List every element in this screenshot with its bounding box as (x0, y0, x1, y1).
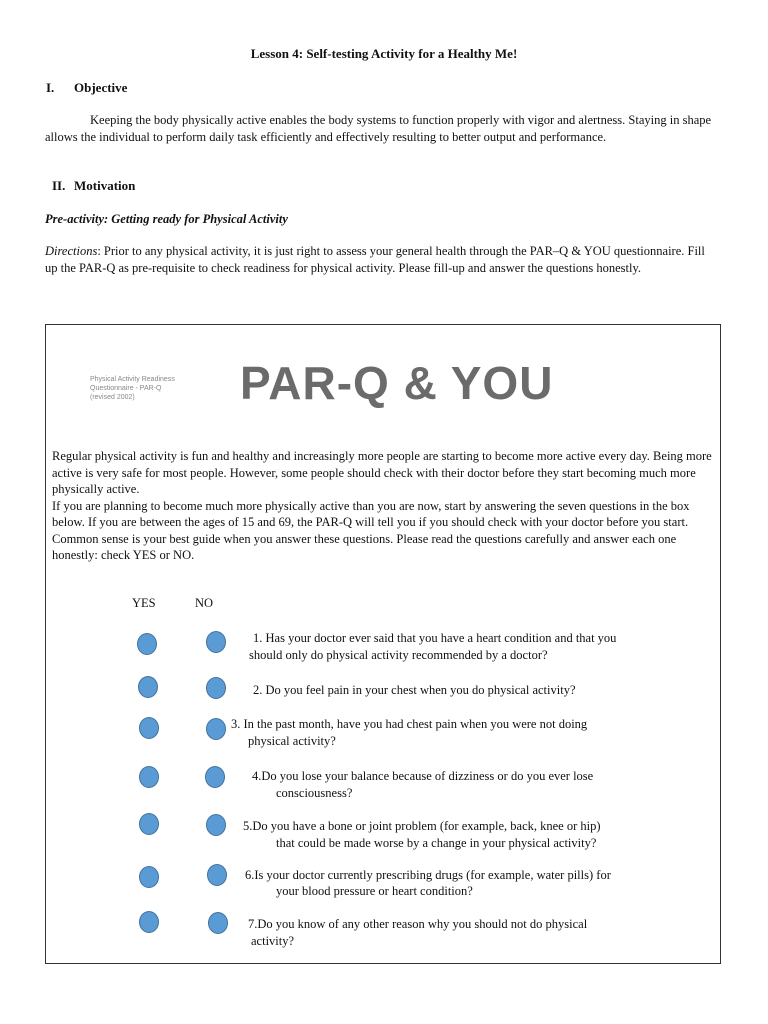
q3-yes-radio[interactable] (139, 717, 159, 739)
question-6-line-1: 6.Is your doctor currently prescribing drugs (for example, water pills) for (245, 868, 611, 882)
q4-no-radio[interactable] (205, 766, 225, 788)
objective-heading: Objective (74, 80, 128, 95)
question-6-line-2: your blood pressure or heart condition? (276, 884, 473, 898)
parq-logo-caption (90, 375, 175, 402)
q5-no-radio[interactable] (206, 814, 226, 836)
question-5-line-1: 5.Do you have a bone or joint problem (for example, back, knee or hip) (243, 819, 601, 833)
question-5-line-2: that could be made worse by a change in your physical activity? (276, 836, 597, 850)
q6-no-radio[interactable] (207, 864, 227, 886)
directions-label: Directions (45, 244, 98, 258)
q1-yes-radio[interactable] (137, 633, 157, 655)
logo-line-1: Physical Activity Readiness (90, 376, 175, 383)
q4-yes-radio[interactable] (139, 766, 159, 788)
intro-paragraph-2: If you are planning to become much more physically active than you are now, start by answering the seven questions in the box below. If you are between the ages of 15 and 69, the PAR-Q will tell you if you should check with your doctor before you start. (52, 498, 690, 529)
motivation-heading: Motivation (74, 178, 136, 193)
question-1-line-1: 1. Has your doctor ever said that you have a heart condition and that you (253, 631, 617, 645)
intro-paragraph-3: Common sense is your best guide when you answer these questions. Please read the questions carefully and answer each one honestly: check YES or NO. (52, 531, 677, 562)
yes-column-header: YES (132, 596, 156, 610)
parq-title: PAR-Q & YOU (240, 357, 554, 409)
q1-no-radio[interactable] (206, 631, 226, 653)
motivation-number: II. (52, 178, 66, 193)
q6-yes-radio[interactable] (139, 866, 159, 888)
logo-line-2: Questionnaire - PAR-Q (90, 385, 162, 392)
question-2-line-1: 2. Do you feel pain in your chest when you do physical activity? (253, 683, 576, 697)
objective-number: I. (46, 80, 55, 95)
objective-text: Keeping the body physically active enables the body systems to function properly with vigor and alertness. Staying in shape allows the individual to perform daily task efficiently and effectively resulting to better output and performance. (45, 113, 712, 144)
q2-yes-radio[interactable] (138, 676, 158, 698)
directions-text: : Prior to any physical activity, it is just right to assess your general health through the PAR–Q & YOU questionnaire. Fill up the PAR-Q as pre-requisite to check readiness for physical activity. Please fill-up and answer the questions honestly. (45, 244, 705, 275)
q2-no-radio[interactable] (206, 677, 226, 699)
parq-intro (52, 448, 717, 564)
no-column-header: NO (195, 596, 214, 610)
question-1-line-2: should only do physical activity recommended by a doctor? (249, 648, 548, 662)
intro-paragraph-1: Regular physical activity is fun and healthy and increasingly more people are starting to become more active every day. Being more active is very safe for most people. However, some people should check with their doctor before they start becoming much more physically active. (52, 449, 712, 496)
q7-yes-radio[interactable] (139, 911, 159, 933)
directions-paragraph (45, 243, 715, 276)
question-7-line-2: activity? (251, 934, 295, 948)
question-7-line-1: 7.Do you know of any other reason why you should not do physical (248, 917, 588, 931)
q3-no-radio[interactable] (206, 718, 226, 740)
pre-activity-subheading: Pre-activity: Getting ready for Physical Activity (45, 212, 288, 226)
question-4-line-2: consciousness? (276, 786, 353, 800)
q7-no-radio[interactable] (208, 912, 228, 934)
logo-line-3: (revised 2002) (90, 394, 135, 401)
question-4-line-1: 4.Do you lose your balance because of dizziness or do you ever lose (252, 769, 594, 783)
question-3-line-2: physical activity? (248, 734, 336, 748)
lesson-title: Lesson 4: Self-testing Activity for a Healthy Me! (250, 46, 518, 61)
question-3-line-1: 3. In the past month, have you had chest pain when you were not doing (231, 717, 588, 731)
q5-yes-radio[interactable] (139, 813, 159, 835)
